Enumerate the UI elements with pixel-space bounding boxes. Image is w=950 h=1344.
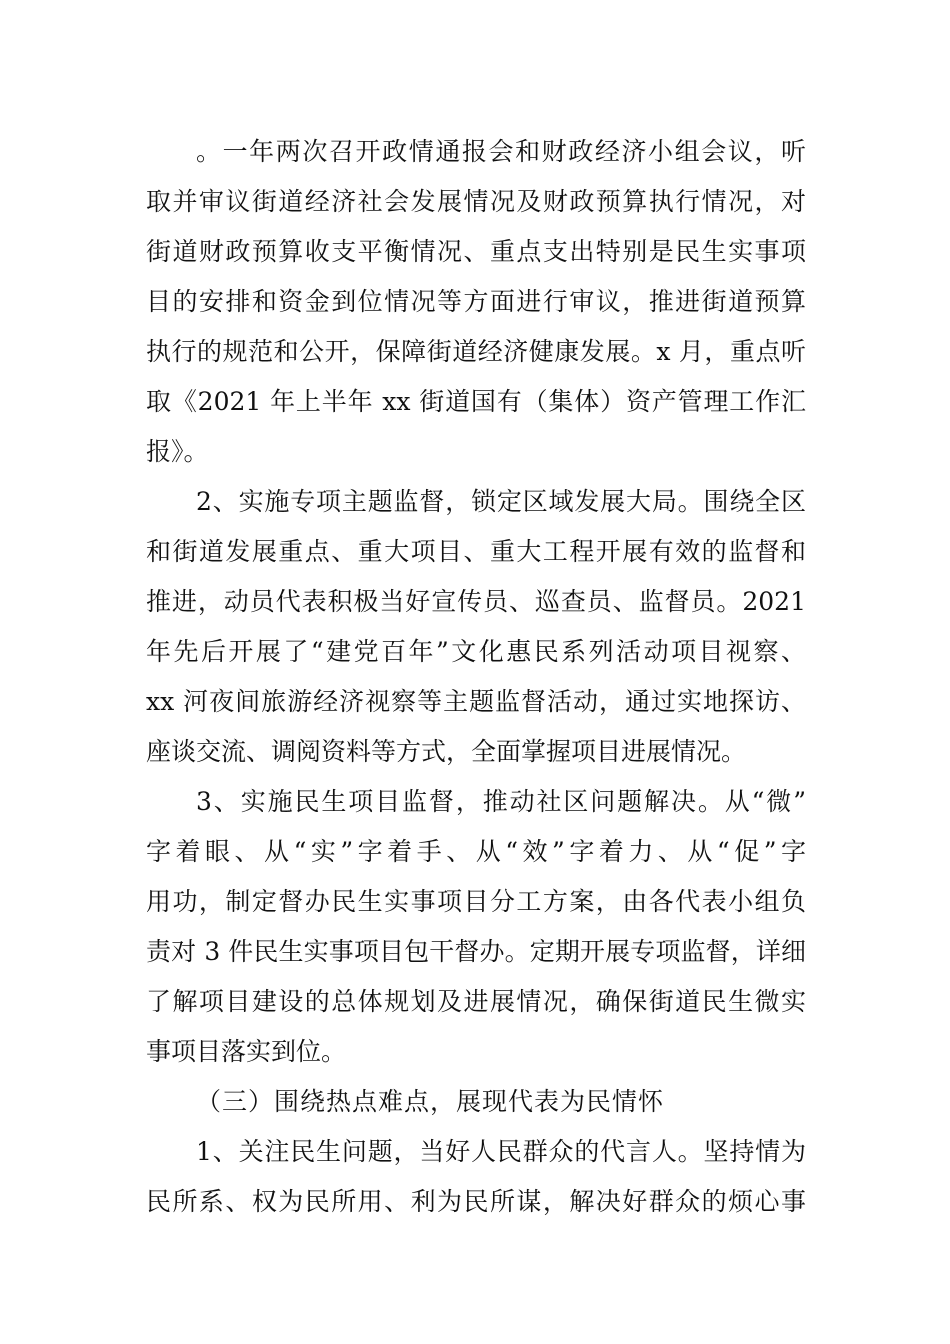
paragraph-line: 2、实施专项主题监督，锁定区域发展大局。围绕全区 xyxy=(196,487,806,516)
paragraph-line: 和街道发展重点、重大项目、重大工程开展有效的监督和 xyxy=(146,537,806,566)
paragraph-line: 年先后开展了“建党百年”文化惠民系列活动项目视察、 xyxy=(146,637,806,666)
paragraph-line: 字着眼、从“实”字着手、从“效”字着力、从“促”字 xyxy=(146,837,806,866)
paragraph-line: 街道财政预算收支平衡情况、重点支出特别是民生实事项 xyxy=(146,237,806,266)
paragraph-line: 3、实施民生项目监督，推动社区问题解决。从“微” xyxy=(196,787,806,816)
paragraph-line: 了解项目建设的总体规划及进展情况，确保街道民生微实 xyxy=(146,987,806,1016)
paragraph-line: 推进，动员代表积极当好宣传员、巡查员、监督员。2021 xyxy=(146,587,806,616)
paragraph-line: 事项目落实到位。 xyxy=(146,1037,347,1066)
paragraph-line: 座谈交流、调阅资料等方式，全面掌握项目进展情况。 xyxy=(146,737,747,766)
paragraph-line: 用功，制定督办民生实事项目分工方案，由各代表小组负 xyxy=(146,887,806,916)
paragraph-line: 取《2021 年上半年 xx 街道国有（集体）资产管理工作汇 xyxy=(146,387,806,416)
paragraph-line: 责对 3 件民生实事项目包干督办。定期开展专项监督，详细 xyxy=(146,937,806,966)
paragraph-line: 执行的规范和公开，保障街道经济健康发展。x 月，重点听 xyxy=(146,337,806,366)
paragraph-line: 报》。 xyxy=(146,437,209,466)
paragraph-line: xx 河夜间旅游经济视察等主题监督活动，通过实地探访、 xyxy=(146,687,806,716)
paragraph-line: 取并审议街道经济社会发展情况及财政预算执行情况，对 xyxy=(146,187,806,216)
section-heading: （三）围绕热点难点，展现代表为民情怀 xyxy=(196,1087,665,1116)
paragraph-line: 民所系、权为民所用、利为民所谋，解决好群众的烦心事 xyxy=(146,1187,806,1216)
paragraph-line: 1、关注民生问题，当好人民群众的代言人。坚持情为 xyxy=(196,1137,806,1166)
paragraph-line: 。一年两次召开政情通报会和财政经济小组会议，听 xyxy=(196,137,806,166)
paragraph-line: 目的安排和资金到位情况等方面进行审议，推进街道预算 xyxy=(146,287,806,316)
